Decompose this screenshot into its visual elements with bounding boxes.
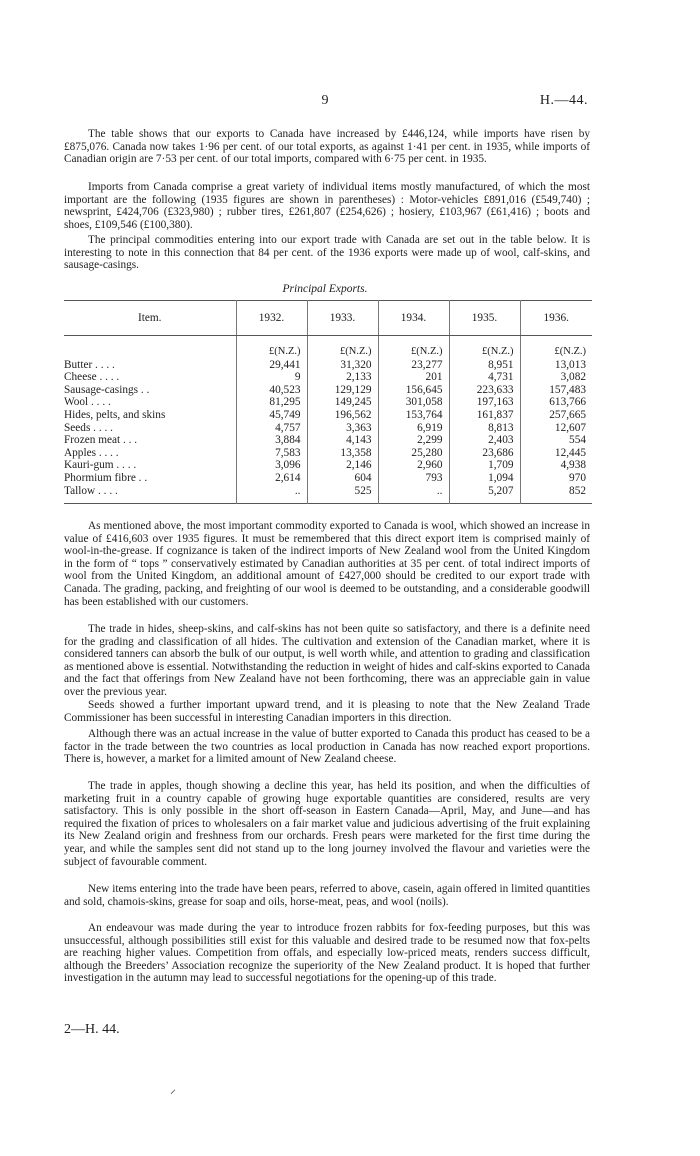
value-cell: 153,764 [378, 409, 449, 422]
column-header-item: Item. [64, 301, 236, 336]
intro-paragraph: The table shows that our exports to Canada have increased by £446,124, while imports have risen by £875,076. Canada now takes 1·96 per cent. of our total exports, as against 1·41 per cent. in 1935, while imports of Canadian origin are 7·53 per cent. of our total imports, compared with 6·75 per cent. in 1935. [64, 128, 590, 166]
unit-label: £(N.Z.) [236, 346, 307, 359]
value-cell: 2,614 [236, 472, 307, 485]
body-paragraph: Seeds showed a further important upward trend, and it is pleasing to note that the New Zealand Trade Commissioner has been successful in interesting Canadian importers in this direction. [64, 699, 590, 724]
table-row [64, 447, 592, 460]
value-cell: .. [236, 485, 307, 504]
item-name-cell: Butter . . . . [64, 358, 115, 371]
value-cell: 23,686 [449, 447, 520, 460]
value-cell: 201 [378, 371, 449, 384]
body-paragraph: As mentioned above, the most important commodity exported to Canada is wool, which showed an increase in value of £416,603 over 1935 figures. It must be remembered that this direct export item is comprised mainly of wool-in-the-grease. If cognizance is taken of the indirect imports of New Zealand wool from the United Kingdom in the form of “ tops ” conservatively estimated by Canadian authorities at 35 per cent. of total indirect imports of wool from the United Kingdom, an additional amount of £427,000 should be credited to our export trade with Canada. The grading, packing, and freighting of our wool is deemed to be outstanding, and a considerable goodwill has been established with our customers. [64, 520, 590, 608]
item-name-cell: Apples . . . . [64, 446, 119, 459]
item-name-cell: Tallow . . . . [64, 484, 118, 497]
column-header-1934: 1934. [378, 301, 449, 336]
value-cell: 31,320 [307, 359, 378, 372]
table-row [64, 384, 592, 397]
value-cell: 3,363 [307, 422, 378, 435]
value-cell: 45,749 [236, 409, 307, 422]
intro-paragraph: The principal commodities entering into our export trade with Canada are set out in the table below. It is interesting to note in this connection that 84 per cent. of the 1936 exports were made up of wool, calf-skins, and sausage-casings. [64, 234, 590, 272]
body-paragraph: An endeavour was made during the year to introduce frozen rabbits for fox-feeding purposes, but this was unsuccessful, although possibilities still exist for this valuable and desired trade to be resumed now that fox-pelts are reaching higher values. Competition from offals, and especially low-priced meats, renders success difficult, although the Breeders’ Association recognize the superiority of the New Zealand product. It is hoped that further investigation in the autumn may lead to successful negotiations for the opening-up of this trade. [64, 922, 590, 985]
value-cell: 25,280 [378, 447, 449, 460]
value-cell: 12,607 [520, 422, 592, 435]
stray-mark: ⸝ [170, 1082, 177, 1096]
item-name-cell: Kauri-gum . . . . [64, 459, 137, 472]
item-name-cell: Phormium fibre . . [64, 471, 148, 484]
value-cell: 2,960 [378, 459, 449, 472]
unit-label: £(N.Z.) [520, 346, 592, 359]
value-cell: 23,277 [378, 359, 449, 372]
value-cell: 12,445 [520, 447, 592, 460]
unit-label: £(N.Z.) [307, 346, 378, 359]
column-header-1936: 1936. [520, 301, 592, 336]
value-cell: 8,813 [449, 422, 520, 435]
value-cell: .. [378, 485, 449, 504]
intro-paragraph: Imports from Canada comprise a great variety of individual items mostly manufactured, of which the most important are the following (1935 figures are shown in parentheses) : Motor-vehicles £891,016 (£549,740) ; newsprint, £424,706 (£323,980) ; rubber tires, £261,807 (£254,626) ; hosiery, £103,967 (£61,416) ; boots and shoes, £109,546 (£100,380). [64, 181, 590, 231]
value-cell: 81,295 [236, 396, 307, 409]
table-row [64, 396, 592, 409]
unit-label: £(N.Z.) [449, 346, 520, 359]
body-paragraph: The trade in apples, though showing a decline this year, has held its position, and when the difficulties of marketing fruit in a country capable of growing huge exportable quantities are considered, results are very satisfactory. This is only possible in the short off-season in Eastern Canada—April, May, and June—and has required the fixation of prices to wholesalers on a fair market value and judicious advertising of the fruit explaining its New Zealand origin and freshness from our orchards. Fresh pears were marketed for the first time during the year, and while the samples sent did not stand up to the long journey involved the flavour and varieties were the subject of favourable comment. [64, 780, 590, 868]
table-row [64, 409, 592, 422]
value-cell: 554 [520, 434, 592, 447]
value-cell: 1,094 [449, 472, 520, 485]
value-cell: 604 [307, 472, 378, 485]
value-cell: 29,441 [236, 359, 307, 372]
value-cell: 223,633 [449, 384, 520, 397]
table-row [64, 359, 592, 372]
value-cell: 852 [520, 485, 592, 504]
table-row [64, 485, 592, 504]
value-cell: 4,143 [307, 434, 378, 447]
value-cell: 257,665 [520, 409, 592, 422]
value-cell: 3,096 [236, 459, 307, 472]
table-row [64, 371, 592, 384]
value-cell: 9 [236, 371, 307, 384]
table-header-row [64, 301, 592, 336]
value-cell: 613,766 [520, 396, 592, 409]
value-cell: 161,837 [449, 409, 520, 422]
value-cell: 3,884 [236, 434, 307, 447]
table-spacer-row [64, 336, 592, 347]
value-cell: 4,731 [449, 371, 520, 384]
value-cell: 2,133 [307, 371, 378, 384]
table-caption: Principal Exports. [282, 283, 368, 295]
table-row [64, 422, 592, 435]
sheet-reference: 2—H. 44. [64, 1022, 120, 1037]
value-cell: 2,146 [307, 459, 378, 472]
value-cell: 13,358 [307, 447, 378, 460]
item-name-cell: Hides, pelts, and skins [64, 408, 166, 421]
value-cell: 157,483 [520, 384, 592, 397]
table-row [64, 472, 592, 485]
value-cell: 301,058 [378, 396, 449, 409]
item-name-cell: Sausage-casings . . [64, 383, 150, 396]
body-paragraph: New items entering into the trade have been pears, referred to above, casein, again offered in limited quantities and sold, chamois-skins, grease for soap and oils, horse-meat, peas, and wool (noils). [64, 883, 590, 908]
value-cell: 5,207 [449, 485, 520, 504]
value-cell: 8,951 [449, 359, 520, 372]
value-cell: 1,709 [449, 459, 520, 472]
value-cell: 2,299 [378, 434, 449, 447]
principal-exports-table [64, 300, 592, 504]
value-cell: 4,938 [520, 459, 592, 472]
value-cell: 7,583 [236, 447, 307, 460]
item-name-cell: Wool . . . . [64, 396, 111, 409]
body-paragraph: The trade in hides, sheep-skins, and calf-skins has not been quite so satisfactory, and there is a definite need for the grading and classification of all hides. The cultivation and extension of the Canadian market, where it is considered tanners can absorb the bulk of our output, is well worth while, and attention to grading and classification as mentioned above is essential. Notwithstanding the reduction in weight of hides and calf-skins exported to Canada and the fact that offerings from New Zealand have not been forthcoming, there was an appreciable gain in value over the previous year. [64, 623, 590, 698]
item-name-cell: Cheese . . . . [64, 371, 120, 384]
value-cell: 525 [307, 485, 378, 504]
table-units-row [64, 346, 592, 359]
value-cell: 196,562 [307, 409, 378, 422]
value-cell: 156,645 [378, 384, 449, 397]
column-header-1933: 1933. [307, 301, 378, 336]
value-cell: 149,245 [307, 396, 378, 409]
item-name-cell: Frozen meat . . . [64, 434, 138, 447]
column-header-1935: 1935. [449, 301, 520, 336]
value-cell: 4,757 [236, 422, 307, 435]
value-cell: 3,082 [520, 371, 592, 384]
value-cell: 2,403 [449, 434, 520, 447]
value-cell: 6,919 [378, 422, 449, 435]
body-paragraph: Although there was an actual increase in the value of butter exported to Canada this product has ceased to be a factor in the trade between the two countries as local production in Canada has now reached export proportions. There is, however, a market for a limited amount of New Zealand cheese. [64, 728, 590, 766]
value-cell: 40,523 [236, 384, 307, 397]
value-cell: 129,129 [307, 384, 378, 397]
value-cell: 793 [378, 472, 449, 485]
table-row [64, 434, 592, 447]
value-cell: 197,163 [449, 396, 520, 409]
table-row [64, 459, 592, 472]
page-number: 9 [321, 93, 329, 108]
column-header-1932: 1932. [236, 301, 307, 336]
value-cell: 970 [520, 472, 592, 485]
page-header [0, 93, 700, 113]
paper-reference: H.—44. [539, 93, 588, 108]
unit-label: £(N.Z.) [378, 346, 449, 359]
value-cell: 13,013 [520, 359, 592, 372]
item-name-cell: Seeds . . . . [64, 421, 113, 434]
